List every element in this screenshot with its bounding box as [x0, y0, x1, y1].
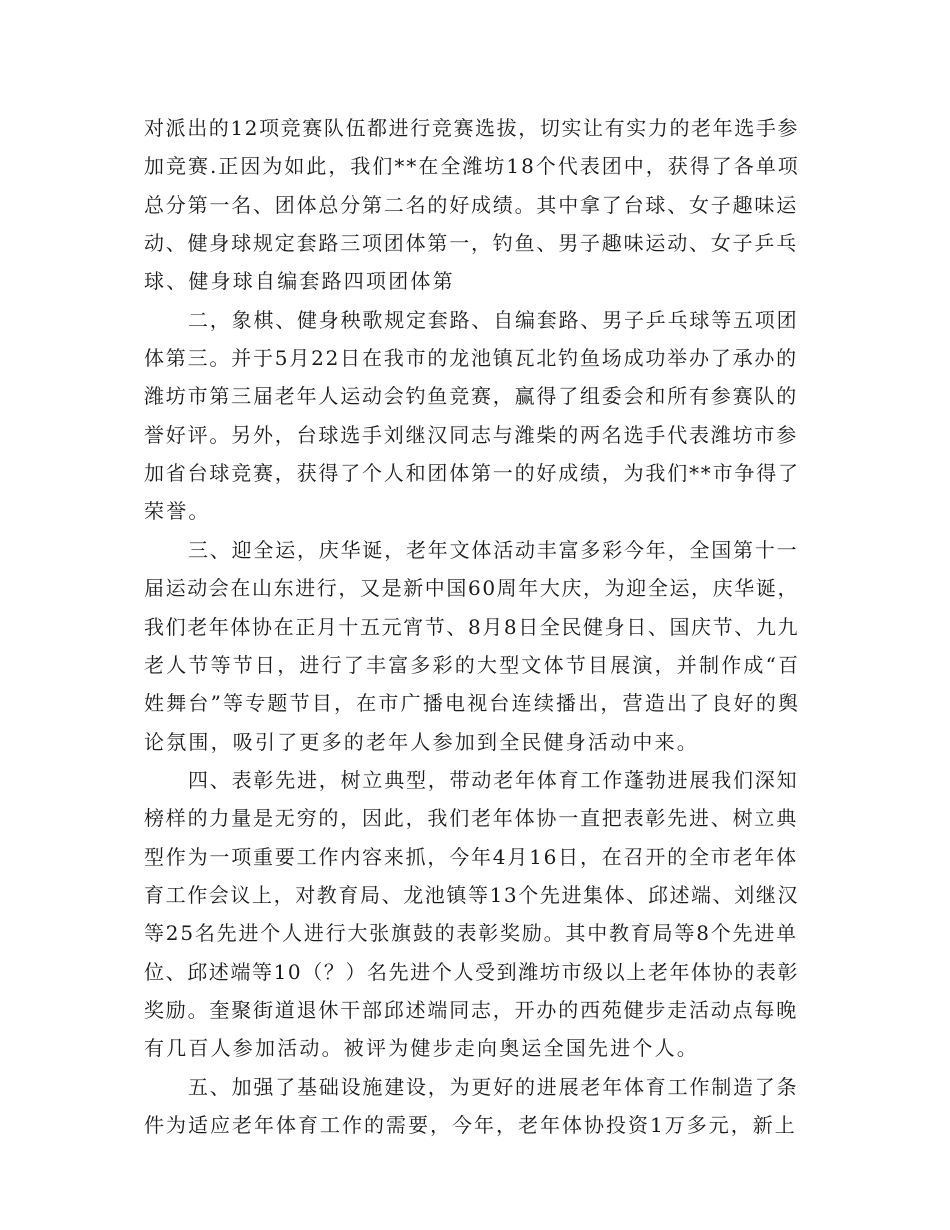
text-line: 榜样的力量是无穷的，因此，我们老年体协一直把表彰先进、树立典: [144, 806, 798, 830]
paragraph-first-line: 三、迎全运，庆华诞，老年文体活动丰富多彩今年，全国第十一: [188, 538, 799, 562]
text-line: 姓舞台”等专题节目，在市广播电视台连续播出，营造出了良好的舆: [144, 691, 801, 715]
text-line: 动、健身球规定套路三项团体第一，钓鱼、男子趣味运动、女子乒乓: [144, 231, 798, 255]
text-line: 誉好评。另外，台球选手刘继汉同志与潍柴的两名选手代表潍坊市参: [144, 423, 798, 447]
text-line: 型作为一项重要工作内容来抓，今年4月16日，在召开的全市老年体: [144, 845, 798, 869]
text-line: 我们老年体协在正月十五元宵节、8月8日全民健身日、国庆节、九九: [144, 615, 800, 639]
text-line: 总分第一名、团体总分第二名的好成绩。其中拿了台球、女子趣味运: [144, 193, 798, 217]
paragraph-first-line: 二，象棋、健身秧歌规定套路、自编套路、男子乒乓球等五项团: [188, 308, 799, 332]
text-line: 对派出的12项竞赛队伍都进行竞赛选拔，切实让有实力的老年选手参: [144, 116, 800, 140]
text-line: 加竞赛.正因为如此，我们**在全潍坊18个代表团中，获得了各单项: [144, 154, 800, 178]
text-line: 有几百人参加活动。被评为健步走向奥运全国先进个人。: [144, 1036, 699, 1060]
text-line: 潍坊市第三届老年人运动会钓鱼竞赛，赢得了组委会和所有参赛队的: [144, 384, 798, 408]
text-line: 届运动会在山东进行，又是新中国60周年大庆，为迎全运，庆华诞，: [144, 576, 800, 600]
text-line: 奖励。奎聚街道退休干部邱述端同志，开办的西苑健步走活动点每晚: [144, 998, 798, 1022]
text-line: 老人节等节日，进行了丰富多彩的大型文体节目展演，并制作成“百: [144, 653, 801, 677]
text-line: 体第三。并于5月22日在我市的龙池镇瓦北钓鱼场成功举办了承办的: [144, 346, 798, 370]
text-line: 育工作会议上，对教育局、龙池镇等13个先进集体、邱述端、刘继汉: [144, 883, 800, 907]
text-line: 等25名先进个人进行大张旗鼓的表彰奖励。其中教育局等8个先进单: [144, 921, 798, 945]
text-line: 荣誉。: [144, 499, 211, 523]
paragraph-first-line: 五、加强了基础设施建设，为更好的进展老年体育工作制造了条: [188, 1075, 799, 1099]
text-line: 加省台球竞赛，获得了个人和团体第一的好成绩，为我们**市争得了: [144, 461, 800, 485]
text-line: 位、邱述端等10（？）名先进个人受到潍坊市级以上老年体协的表彰: [144, 960, 800, 984]
text-line: 件为适应老年体育工作的需要，今年，老年体协投资1万多元，新上: [144, 1113, 797, 1137]
paragraph-first-line: 四、表彰先进，树立典型，带动老年体育工作蓬勃进展我们深知: [188, 768, 799, 792]
text-line: 论氛围，吸引了更多的老年人参加到全民健身活动中来。: [144, 730, 699, 754]
text-line: 球、健身球自编套路四项团体第: [144, 269, 455, 293]
